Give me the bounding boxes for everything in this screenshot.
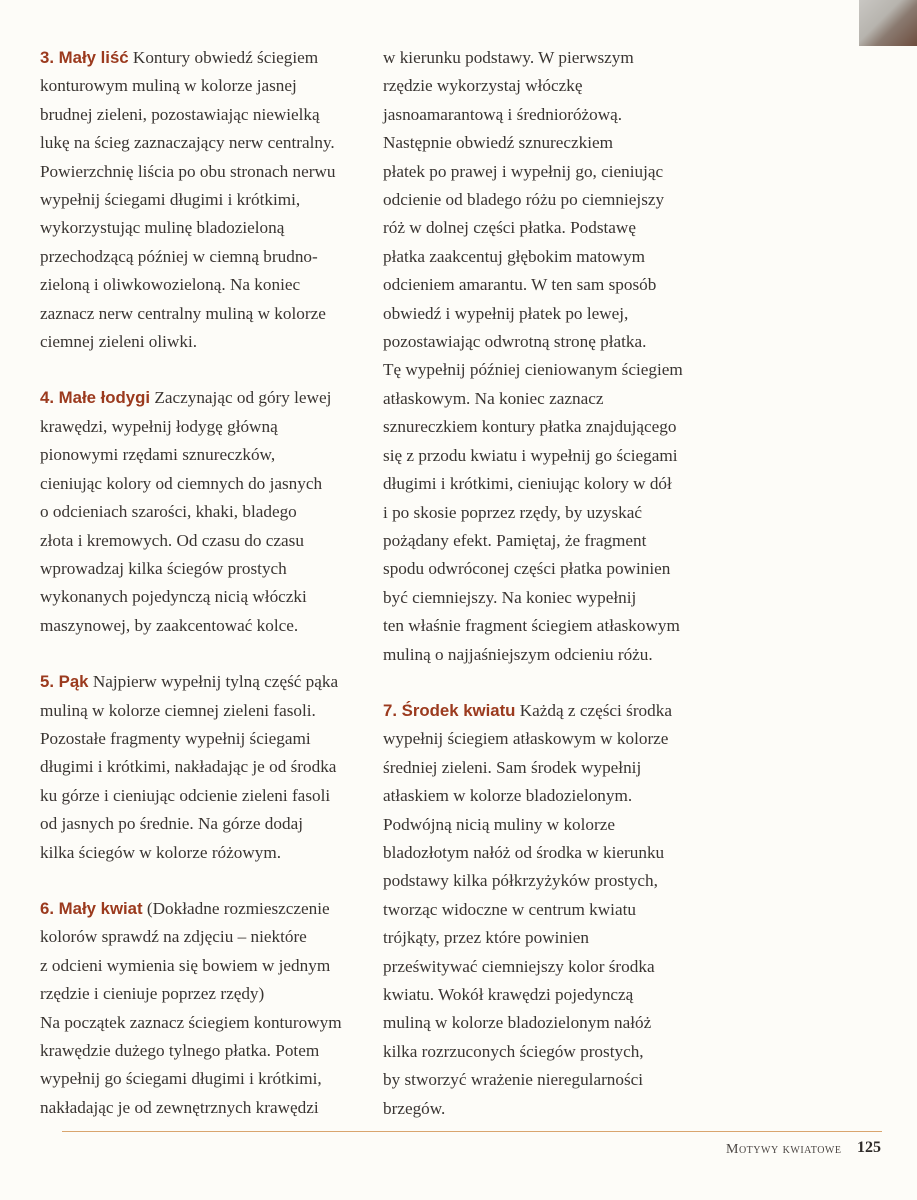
left-column	[40, 44, 375, 1122]
text-line: Kontury obwiedź ściegiem	[132, 48, 319, 67]
text-line: płatka zaakcentuj głębokim matowym	[383, 246, 646, 266]
text-line: się z przodu kwiatu i wypełnij go ściegami	[383, 445, 678, 465]
text-line: spodu odwróconej części płatka powinien	[383, 559, 671, 579]
text-line: konturowym muliną w kolorze jasnej	[40, 76, 297, 96]
text-line: średniej zieleni. Sam środek wypełnij	[383, 757, 642, 777]
section-6-first-line	[40, 895, 375, 923]
corner-photo-fragment	[859, 0, 917, 46]
text-line: Na początek zaznacz ściegiem konturowym	[40, 1012, 342, 1032]
text-line: muliną w kolorze ciemnej zieleni fasoli.	[40, 700, 316, 720]
text-line: brudnej zieleni, pozostawiając niewielką	[40, 104, 320, 124]
text-line: odcieniem amarantu. W ten sam sposób	[383, 275, 657, 295]
text-line: płatek po prawej i wypełnij go, cieniując	[383, 161, 664, 181]
text-line: w kierunku podstawy. W pierwszym	[383, 48, 634, 67]
text-line: by stworzyć wrażenie nieregularności	[383, 1070, 644, 1090]
text-line: maszynowej, by zaakcentować kolce.	[40, 615, 299, 635]
text-line: muliną o najjaśniejszym odcieniu różu.	[383, 644, 653, 664]
text-line: krawędzi, wypełnij łodygę główną	[40, 416, 278, 436]
text-line: nakładając je od zewnętrznych krawędzi	[40, 1097, 319, 1117]
text-line: cieniując kolory od ciemnych do jasnych	[40, 473, 323, 493]
text-line: Tę wypełnij później cieniowanym ściegiem	[383, 360, 683, 380]
text-line: długimi i krótkimi, nakładając je od środka	[40, 757, 337, 777]
text-line: Najpierw wypełnij tylną część pąka	[92, 672, 339, 692]
section-7-first-line	[383, 697, 718, 725]
text-line: atłaskiem w kolorze bladozielonym.	[383, 786, 633, 806]
text-line: długimi i krótkimi, cieniując kolory w dół	[383, 474, 672, 494]
text-line: przechodzącą później w ciemną brudno-	[40, 246, 318, 266]
text-line: atłaskowym. Na koniec zaznacz	[383, 388, 604, 408]
text-line: tworząc widoczne w centrum kwiatu	[383, 899, 636, 919]
text-line: muliną w kolorze bladozielonym nałóż	[383, 1013, 652, 1033]
text-line: kwiatu. Wokół krawędzi pojedynczą	[383, 985, 634, 1004]
text-line: wypełnij ściegiem atłaskowym w kolorze	[383, 729, 669, 749]
section-7-heading: 7. Środek kwiatu	[383, 700, 516, 720]
text-line: rzędzie wykorzystaj włóczkę	[383, 76, 583, 96]
text-line: podstawy kilka półkrzyżyków prostych,	[383, 871, 658, 891]
text-line: ten właśnie fragment ściegiem atłaskowym	[383, 616, 680, 636]
right-column	[383, 44, 718, 1123]
section-3-first-line	[40, 44, 375, 72]
text-line: bladozłotym nałóż od środka w kierunku	[383, 842, 665, 862]
page-number: 125	[857, 1139, 881, 1156]
text-line: pozostawiając odwrotną stronę płatka.	[383, 332, 647, 352]
text-line: zaznacz nerw centralny muliną w kolorze	[40, 303, 326, 323]
text-line: zieloną i oliwkowozieloną. Na koniec	[40, 275, 301, 295]
section-4-first-line	[40, 384, 375, 412]
text-line: trójkąty, przez które powinien	[383, 928, 590, 948]
text-line: jasnoamarantową i średnioróżową.	[383, 104, 623, 124]
text-line: brzegów.	[383, 1098, 446, 1118]
text-line: obwiedź i wypełnij płatek po lewej,	[383, 303, 629, 323]
text-line: krawędzie dużego tylnego płatka. Potem	[40, 1041, 320, 1060]
text-line: kilka rozrzuconych ściegów prostych,	[383, 1041, 644, 1061]
text-line: ku górze i cieniując odcienie zieleni fasoli	[40, 785, 331, 805]
text-line: wprowadzaj kilka ściegów prostych	[40, 558, 287, 578]
text-line: wypełnij go ściegami długimi i krótkimi,	[40, 1069, 322, 1089]
text-line: od jasnych po średnie. Na górze dodaj	[40, 814, 303, 834]
text-line: odcienie od bladego różu po ciemniejszy	[383, 190, 665, 210]
text-line: Każdą z części środka	[519, 700, 672, 720]
text-line: (Dokładne rozmieszczenie	[146, 898, 330, 918]
text-line: z odcieni wymienia się bowiem w jednym	[40, 955, 331, 975]
section-4-heading: 4. Małe łodygi	[40, 388, 151, 408]
text-line: być ciemniejszy. Na koniec wypełnij	[383, 587, 637, 607]
text-line: Zaczynając od góry lewej	[154, 388, 332, 408]
text-line: o odcieniach szarości, khaki, bladego	[40, 502, 297, 522]
footer-section-title: Motywy kwiatowe	[726, 1142, 842, 1157]
section-3-heading: 3. Mały liść	[40, 48, 129, 67]
text-line: ciemnej zieleni oliwki.	[40, 332, 198, 352]
text-line: i po skosie poprzez rzędy, by uzyskać	[383, 502, 642, 522]
text-line: złota i kremowych. Od czasu do czasu	[40, 530, 304, 550]
text-line: rzędzie i cieniuje poprzez rzędy)	[40, 984, 265, 1004]
section-6-heading: 6. Mały kwiat	[40, 898, 143, 918]
text-line: wypełnij ściegami długimi i krótkimi,	[40, 190, 301, 210]
text-line: Powierzchnię liścia po obu stronach nerwu	[40, 161, 336, 181]
text-line: wykonanych pojedynczą nicią włóczki	[40, 587, 307, 607]
text-line: wykorzystując mulinę bladozieloną	[40, 218, 285, 238]
text-line: kolorów sprawdź na zdjęciu – niektóre	[40, 927, 307, 947]
text-line: sznureczkiem kontury płatka znajdującego	[383, 417, 677, 437]
text-line: Pozostałe fragmenty wypełnij ściegami	[40, 728, 311, 748]
text-line: pożądany efekt. Pamiętaj, że fragment	[383, 530, 647, 550]
text-line: pionowymi rzędami sznureczków,	[40, 445, 276, 465]
footer-divider	[62, 1131, 882, 1132]
text-line: kilka ściegów w kolorze różowym.	[40, 842, 282, 862]
text-line: prześwitywać ciemniejszy kolor środka	[383, 956, 655, 976]
text-line: Podwójną nicią muliny w kolorze	[383, 814, 615, 834]
text-line: Następnie obwiedź sznureczkiem	[383, 133, 614, 153]
text-line: róż w dolnej części płatka. Podstawę	[383, 218, 636, 238]
text-line: lukę na ścieg zaznaczający nerw centralny.	[40, 133, 335, 153]
section-5-heading: 5. Pąk	[40, 672, 89, 692]
section-5-first-line	[40, 668, 375, 696]
